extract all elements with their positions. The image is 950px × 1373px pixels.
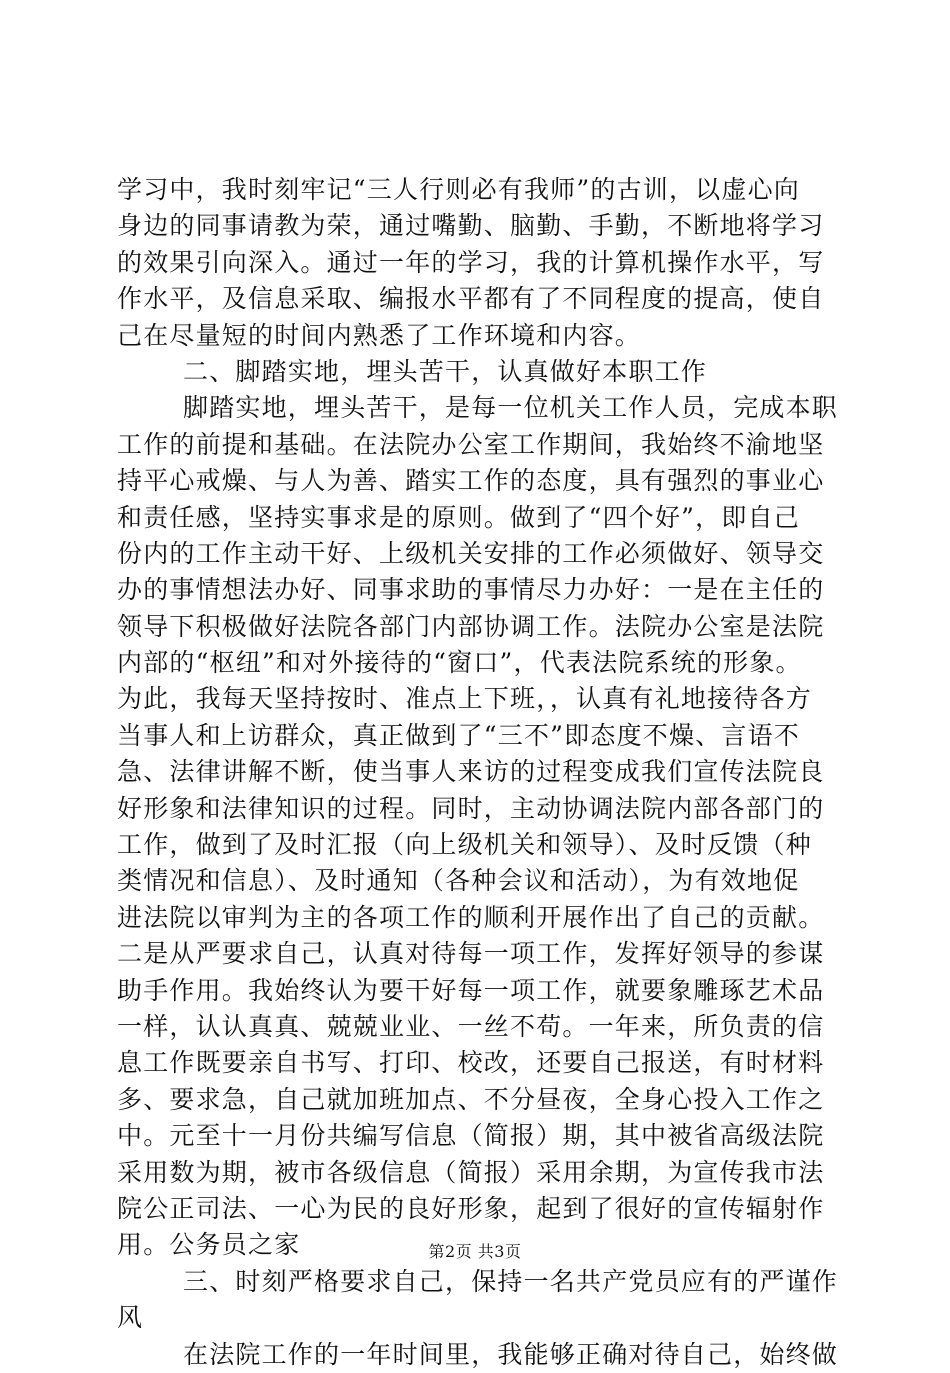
text-line: 好形象和法律知识的过程。同时，主动协调法院内部各部门的 (117, 793, 825, 823)
text-line: 在法院工作的一年时间里，我能够正确对待自己，始终做 (183, 1339, 839, 1369)
text-line: 工作的前提和基础。在法院办公室工作期间，我始终不渝地坚 (117, 429, 825, 459)
text-line: 身边的同事请教为荣，通过嘴勤、脑勤、手勤，不断地将学习 (117, 211, 825, 241)
text-line: 用。公务员之家 (117, 1230, 301, 1260)
text-line: 工作，做到了及时汇报（向上级机关和领导）、及时反馈（种 (117, 830, 812, 860)
text-line: 息工作既要亲自书写、打印、校改，还要自己报送，有时材料 (117, 1048, 825, 1078)
text-line: 脚踏实地，埋头苦干，是每一位机关工作人员，完成本职 (183, 393, 839, 423)
body-text (117, 172, 837, 1373)
text-line: 院公正司法、一心为民的良好形象，起到了很好的宣传辐射作 (117, 1193, 825, 1223)
text-line: 急、法律讲解不断，使当事人来访的过程变成我们宣传法院良 (117, 757, 825, 787)
text-line: 持平心戒燥、与人为善、踏实工作的态度，具有强烈的事业心 (117, 466, 825, 496)
text-line: 的效果引向深入。通过一年的学习，我的计算机操作水平，写 (117, 247, 825, 277)
text-line: 风 (117, 1303, 144, 1333)
text-line: 为此，我每天坚持按时、准点上下班，，认真有礼地接待各方 (117, 684, 812, 714)
text-line: 类情况和信息）、及时通知（各种会议和活动），为有效地促 (117, 866, 800, 896)
text-line: 二、脚踏实地，埋头苦干，认真做好本职工作 (183, 356, 708, 386)
text-line: 进法院以审判为主的各项工作的顺利开展作出了自己的贡献。 (117, 902, 825, 932)
text-line: 学习中，我时刻牢记“三人行则必有我师”的古训，以虚心向 (117, 175, 800, 204)
text-line: 多、要求急，自己就加班加点、不分昼夜，全身心投入工作之 (117, 1084, 825, 1114)
page-footer: 第2页 共3页 (428, 1242, 522, 1261)
text-line: 作水平，及信息采取、编报水平都有了不同程度的提高，使自 (117, 284, 825, 314)
text-line: 二是从严要求自己，认真对待每一项工作，发挥好领导的参谋 (117, 939, 825, 969)
text-line: 当事人和上访群众，真正做到了“三不”即态度不燥、言语不 (117, 720, 800, 750)
text-line: 内部的“枢纽”和对外接待的“窗口”，代表法院系统的形象。 (117, 648, 802, 678)
text-line: 办的事情想法办好、同事求助的事情尽力办好：一是在主任的 (117, 575, 825, 605)
text-line: 和责任感，坚持实事求是的原则。做到了“四个好”，即自己 (117, 502, 800, 532)
text-line: 采用数为期，被市各级信息（简报）采用余期，为宣传我市法 (117, 1157, 825, 1187)
text-line: 己在尽量短的时间内熟悉了工作环境和内容。 (117, 320, 642, 350)
text-line: 助手作用。我始终认为要干好每一项工作，就要象雕琢艺术品 (117, 975, 825, 1005)
text-line: 领导下积极做好法院各部门内部协调工作。法院办公室是法院 (117, 611, 825, 641)
text-line: 份内的工作主动干好、上级机关安排的工作必须做好、领导交 (117, 538, 825, 568)
text-line: 一样，认认真真、兢兢业业、一丝不苟。一年来，所负责的信 (117, 1011, 825, 1041)
text-line: 三、时刻严格要求自己，保持一名共产党员应有的严谨作 (183, 1266, 839, 1296)
text-line: 中。元至十一月份共编写信息（简报）期，其中被省高级法院 (117, 1121, 825, 1151)
